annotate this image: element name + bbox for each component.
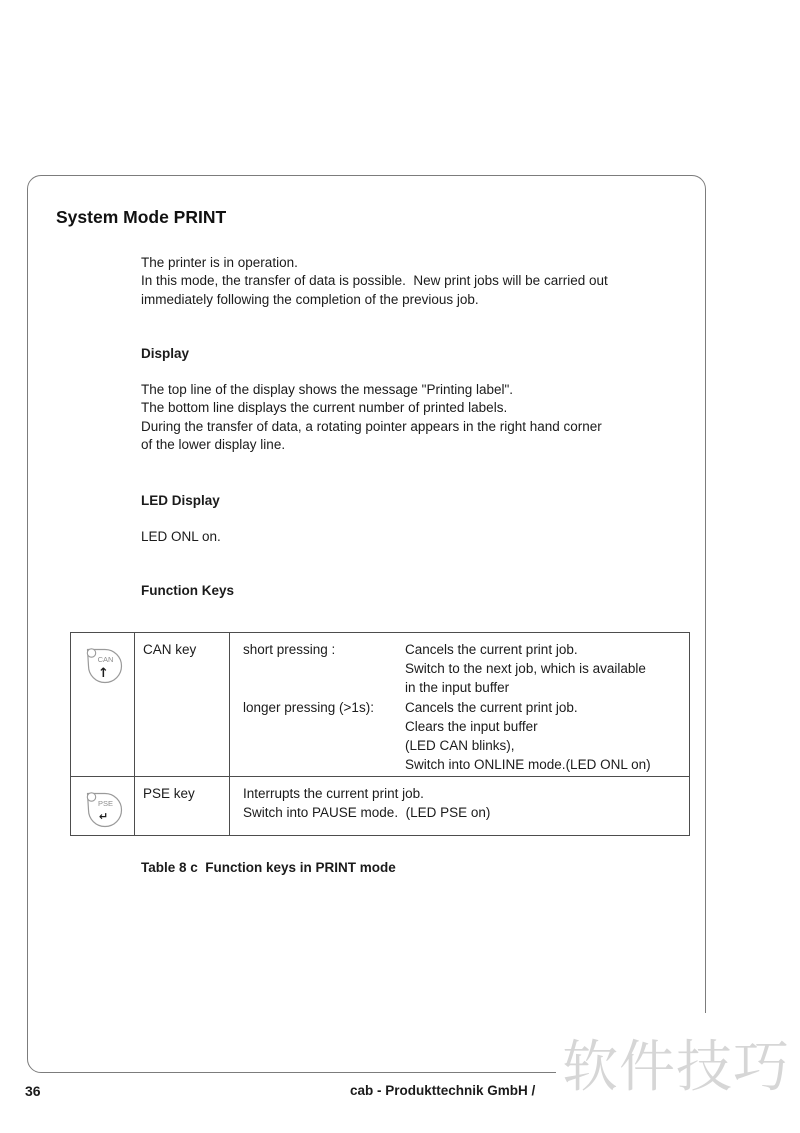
can-long-press-group [243,698,689,775]
can-short-press-group [243,640,689,698]
short-press-line-1: Cancels the current print job. [405,642,578,657]
pse-line-1: Interrupts the current print job. [243,786,424,801]
table-row-pse-key [71,777,689,835]
pse-key-name-cell [135,777,230,835]
led-display-heading: LED Display [141,493,220,508]
pse-led-dot [87,793,95,801]
intro-line-3: immediately following the completion of the previous job. [141,291,479,307]
short-press-line-3: in the input buffer [405,680,510,696]
pse-line-2: Switch into PAUSE mode. (LED PSE on) [243,805,491,821]
can-icon-label: CAN [97,655,113,664]
short-press-label: short pressing : [243,642,336,657]
footer-publisher: cab - Produkttechnik GmbH / [350,1083,536,1098]
watermark [556,1013,800,1133]
pse-key-icon-cell [71,777,135,835]
content-frame [27,175,706,1073]
display-line-3: During the transfer of data, a rotating pointer appears in the right hand corner [141,418,602,434]
short-press-line-2: Switch to the next job, which is available [405,661,646,677]
page-number: 36 [25,1083,41,1099]
can-key-icon [81,640,125,686]
pse-key-icon [81,784,125,830]
enter-arrow-icon: ↵ [98,810,108,823]
pse-key-name: PSE key [143,786,195,801]
can-key-name: CAN key [143,642,197,657]
pse-icon-label: PSE [97,799,113,808]
long-press-line-2: Clears the input buffer [405,718,538,734]
function-keys-table [70,632,690,836]
table-row-can-key [71,633,689,777]
display-line-2: The bottom line displays the current number of printed labels. [141,400,508,416]
intro-paragraph [141,254,608,309]
display-line-4: of the lower display line. [141,437,286,453]
short-press-description [405,640,689,698]
intro-line-1: The printer is in operation. [141,255,298,270]
table-caption: Table 8 c Function keys in PRINT mode [141,860,396,875]
page-title: System Mode PRINT [56,207,227,227]
can-led-dot [87,649,95,657]
pse-key-actions-cell [230,777,689,835]
display-paragraph [141,381,602,455]
can-key-icon-cell [71,633,135,776]
intro-line-2: In this mode, the transfer of data is possible. New print jobs will be carried out [141,273,608,289]
led-display-text: LED ONL on. [141,529,221,544]
function-keys-heading: Function Keys [141,583,235,598]
display-heading: Display [141,346,190,361]
long-press-line-1: Cancels the current print job. [405,699,578,715]
long-press-line-4: Switch into ONLINE mode.(LED ONL on) [405,757,651,773]
long-press-label: longer pressing (>1s): [243,699,374,715]
long-press-line-3: (LED CAN blinks), [405,738,515,754]
display-line-1: The top line of the display shows the message "Printing label". [141,382,514,397]
watermark-text: 软件技巧 [562,1035,790,1098]
long-press-description [405,698,689,775]
can-key-name-cell [135,633,230,776]
can-key-actions-cell [230,633,689,776]
up-arrow-icon: ↑ [97,666,109,681]
